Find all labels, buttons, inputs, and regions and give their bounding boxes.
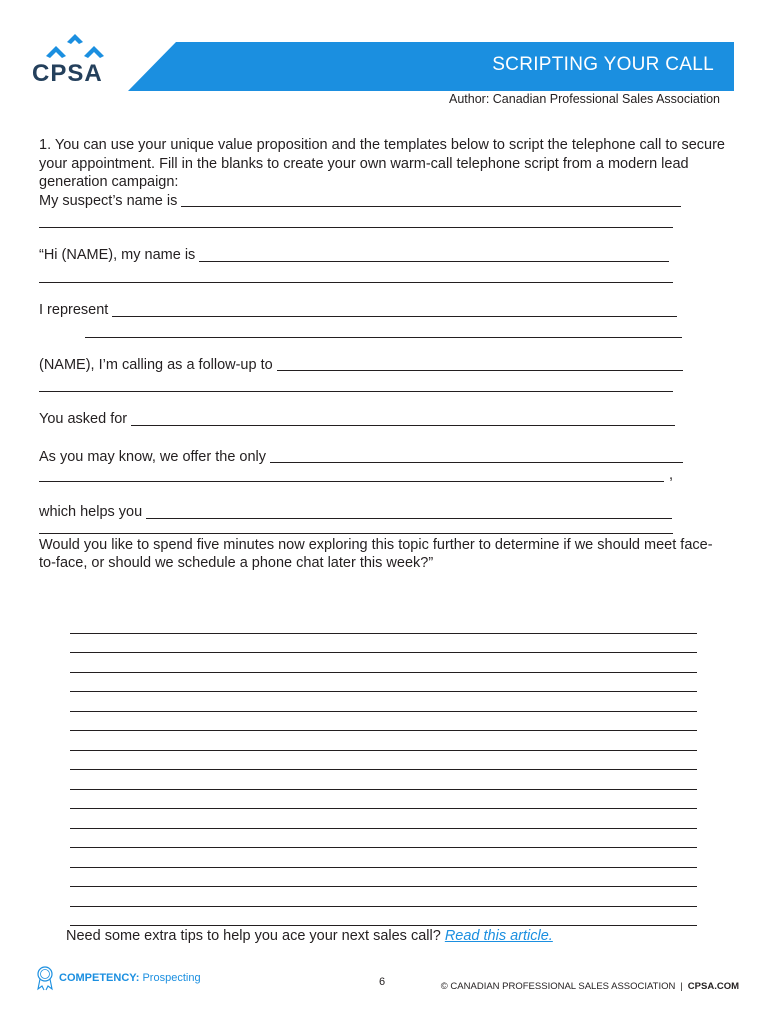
blank-line[interactable] [39,281,673,283]
answer-line[interactable] [70,751,697,771]
asked-blank[interactable] [131,413,675,426]
followup-row [39,356,729,375]
blank-line[interactable] [39,390,673,392]
header-banner [128,42,734,91]
answer-line[interactable] [70,770,697,790]
offer-prompt: As you may know, we offer the only [39,448,267,465]
copyright-text: © CANADIAN PROFESSIONAL SALES ASSOCIATION [440,981,676,992]
helps-prompt: which helps you [39,503,143,520]
asked-prompt: You asked for [39,411,128,428]
answer-line[interactable] [70,848,697,868]
answer-line[interactable] [70,692,697,712]
followup-blank[interactable] [277,358,683,371]
name-blank[interactable] [199,249,669,262]
read-article-link[interactable]: Read this article. [444,928,553,944]
answer-line[interactable] [70,887,697,907]
followup-prompt: (NAME), I’m calling as a follow-up to [39,356,273,373]
competency-tag [35,965,201,991]
represent-prompt: I represent [39,301,109,318]
suspect-row [39,192,729,211]
answer-line[interactable] [70,731,697,751]
page-number: 6 [379,976,386,988]
answer-lines [70,614,697,926]
closing-paragraph: Would you like to spend five minutes now exploring this topic further to determine if we should meet face-to-face, or should we schedule a phone chat later this week?” [39,536,713,572]
offer-continuation-blank[interactable] [39,469,664,482]
hi-prompt: “Hi (NAME), my name is [39,247,196,264]
suspect-prompt: My suspect’s name is [39,192,178,209]
offer-comma: , [669,467,674,484]
asked-row [39,410,729,429]
cpsa-logo [32,34,112,90]
offer-continuation-row [39,466,729,485]
competency-value: Prospecting [142,972,201,984]
represent-blank[interactable] [112,304,677,317]
offer-blank[interactable] [270,450,683,463]
blank-line[interactable] [39,226,673,228]
answer-line[interactable] [70,790,697,810]
blank-line[interactable] [85,336,682,338]
answer-line[interactable] [70,829,697,849]
award-ribbon-icon [35,965,55,991]
footer-separator: | [680,981,683,992]
suspect-blank[interactable] [181,194,681,207]
author-line: Author: Canadian Professional Sales Association [449,92,720,106]
answer-line[interactable] [70,673,697,693]
worksheet-content [39,136,729,573]
blank-line[interactable] [39,532,673,534]
site-link[interactable]: CPSA.COM [687,981,739,992]
answer-line[interactable] [70,614,697,634]
helps-row [39,503,729,522]
answer-line[interactable] [70,712,697,732]
helps-blank[interactable] [146,506,672,519]
offer-row [39,448,729,467]
logo-wordmark: CPSA [32,60,103,87]
tips-line [66,928,553,944]
competency-label: COMPETENCY: [59,972,140,984]
logo-chevron-icon [42,34,108,60]
copyright-line [441,981,739,992]
represent-row [39,301,729,320]
hi-row [39,246,729,265]
answer-line[interactable] [70,907,697,927]
page-title: SCRIPTING YOUR CALL [492,54,714,75]
answer-line[interactable] [70,868,697,888]
answer-line[interactable] [70,809,697,829]
intro-paragraph: 1. You can use your unique value proposition and the templates below to script the telephone call to secure your appointment. Fill in the blanks to create your own warm-call telephone script from a modern lead generation campaign: [39,137,725,191]
tips-text: Need some extra tips to help you ace your next sales call? [66,928,441,944]
answer-line[interactable] [70,634,697,654]
answer-line[interactable] [70,653,697,673]
